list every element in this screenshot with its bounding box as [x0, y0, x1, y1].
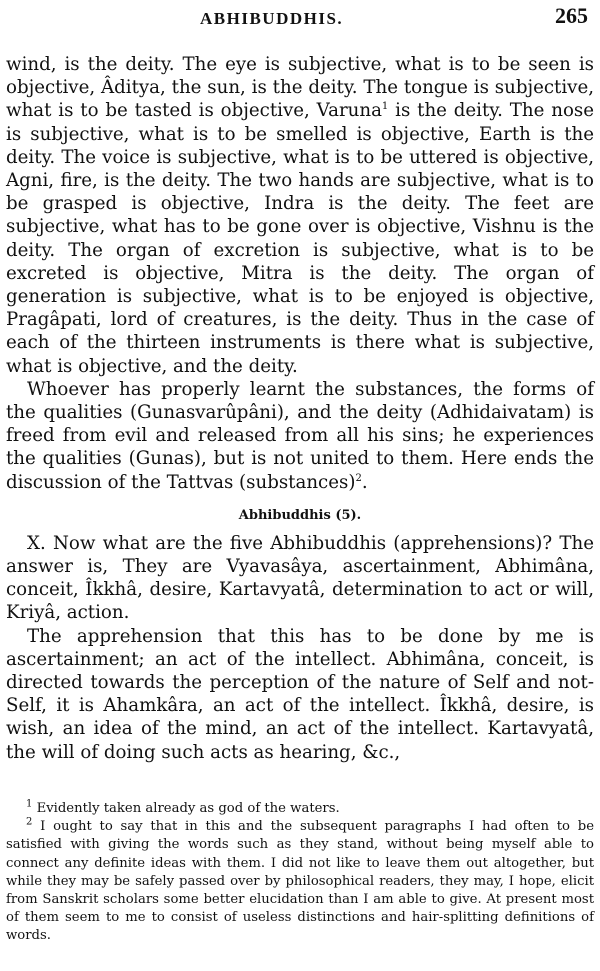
footnote-mark: 1 [26, 798, 33, 810]
paragraph-text: Whoever has properly learnt the substances, the forms of the qualities (Gunasvarûpâni), and the deity (Adhidaivatam) is freed from evil and released from all his sins; he experiences the qualities (Gunas), but is not united to them. Here ends the discussion of the Tattvas (substances) [6, 378, 594, 493]
footnote-ref: 2 [355, 472, 362, 484]
paragraph-substances [6, 378, 594, 494]
footnote-text: Evidently taken already as god of the waters. [32, 801, 340, 816]
footnotes [6, 800, 594, 946]
section-heading: Abhibuddhis (5). [238, 507, 362, 523]
footnote-text: I ought to say that in this and the subsequent paragraphs I had often to be satisfied with giving the words such as they stand, without being myself able to connect any definite ideas with them. I did not like to leave them out altogether, but while they may be safely passed over by philosophical readers, they may, I hope, elicit from Sanskrit scholars some better elucidation than I am able to give. At present most of them seem to me to consist of useless distinctions and hair-splitting definitions of words. [6, 819, 594, 944]
page-header [0, 2, 600, 32]
paragraph-text: wind, is the deity. The eye is subjective, what is to be seen is objective, Âditya, the sun, is the deity. The tongue is subjective, what is to be tasted is objective, Varuna [6, 54, 594, 122]
paragraph-apprehension: The apprehension that this has to be done by me is ascertainment; an act of the intellect. Abhimâna, conceit, is directed towards the perception of the nature of Self and not-Self, it is Ahamkâra, an act of the intellect. Îkkhâ, desire, is wish, an idea of the mind, an act of the intellect. Kartavyatâ, the will of doing such acts as hearing, &c., [6, 625, 594, 763]
footnote-1 [6, 800, 594, 818]
footnote-mark: 2 [26, 816, 33, 828]
footnote-ref: 1 [381, 101, 389, 113]
running-head: ABHIBUDDHIS. [200, 9, 344, 28]
page-number: 265 [555, 3, 588, 28]
body-text [6, 53, 594, 764]
paragraph-text-continued: is the deity. The nose is subjective, what is to be smelled is objective, Earth is the deity. The voice is subjective, what is to be uttered is objective, Agni, fire, is the deity. The two hands are subjective, what is to be grasped is objective, Indra is the deity. The feet are subjective, what has to be gone over is objective, Vishnu is the deity. The organ of excretion is subjective, what is to be excreted is objective, Mitra is the deity. The organ of generation is subjective, what is to be enjoyed is objective, Pragâpati, lord of creatures, is the deity. Thus in the case of each of the thirteen instruments is there what is subjective, what is objective, and the deity. [6, 100, 594, 377]
paragraph-abhibuddhis-intro: X. Now what are the five Abhibuddhis (apprehensions)? The answer is, They are Vyavasâya, ascertainment, Abhimâna, conceit, Îkkhâ, desire, Kartavyatâ, determination to act or will, Kriyâ, action. [6, 532, 594, 624]
footnote-2 [6, 818, 594, 945]
paragraph-deities [6, 53, 594, 378]
paragraph-text-continued: . [361, 471, 368, 493]
